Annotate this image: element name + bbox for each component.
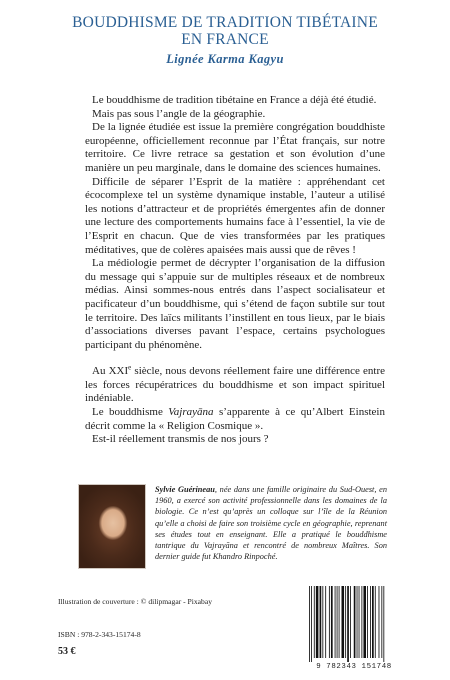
bio-text: Ce n’est qu’après un colloque sur l’île de la Réunion qu’elle a choisi de faire son troisième cycle en géographie, reprenant ses études tout en enseignant. bbox=[155, 507, 387, 539]
paragraph bbox=[85, 365, 385, 406]
emphasis-text: Vajrayāna bbox=[168, 406, 214, 419]
isbn: ISBN : 978-2-343-15174-8 bbox=[58, 630, 141, 639]
blurb-text bbox=[85, 94, 385, 447]
text-fragment: Le bouddhisme bbox=[92, 406, 169, 419]
illustration-credit: Illustration de couverture : © dilipmagar - Pixabay bbox=[58, 597, 213, 606]
superscript: e bbox=[128, 363, 132, 372]
title-line-1: BOUDDHISME DE TRADITION TIBÉTAINE bbox=[72, 14, 378, 31]
text-fragment: Au XXI bbox=[92, 365, 129, 378]
paragraph: Difficile de séparer l’Esprit de la matière : appréhendant cet écocomplexe tel un système dynamique instable, l’auteur a utilisé les notions d’attracteur et de propriétés émergentes afin de donner une lecture des comportements humains face à l’essentiel, la vie de l’Esprit en chacun. Que de vies transformées par les pratiques méditatives, que de colères apaisées mais aussi que de rêves ! bbox=[85, 175, 385, 256]
bio-text: Elle a pratiqué le bouddhisme tantrique du Vajrayāna et rencontré de nombreux Maîtres. Son dernier guide fut Khandro Rinpoché. bbox=[155, 529, 387, 562]
paragraph bbox=[85, 406, 385, 433]
barcode-icon bbox=[307, 586, 401, 664]
text-fragment: siècle, nous devons réellement faire une différence entre les forces récupératrices du bouddhisme et son impact spirituel indéniable. bbox=[85, 365, 386, 405]
paragraph: La médiologie permet de décrypter l’organisation de la diffusion du message qui s’appuie sur de multiples réseaux et de nombreux médias. Ainsi sommes-nous entrés dans l’aspect socialisateur et pacificateur d’un bouddhisme, qui s’étend de façon subtile sur tout le territoire. Des laïcs militants l’instillent en tous lieux, par le biais d’associations diverses pavant l’espace, certains psychologues participant du phénomène. bbox=[85, 257, 385, 351]
bio-text: , née dans une famille originaire du Sud-Ouest, en 1960, a exercé son activité professionnelle dans les domaines de la biologie. bbox=[155, 485, 387, 517]
author-name: Sylvie Guérineau bbox=[155, 485, 215, 494]
book-subtitle: Lignée Karma Kagyu bbox=[166, 52, 284, 66]
text-fragment: s’apparente à ce qu’Albert Einstein décrit comme la « Religion Cosmique ». bbox=[85, 406, 385, 432]
paragraph: Le bouddhisme de tradition tibétaine en France a déjà été étudié. bbox=[92, 94, 377, 106]
paragraph: De la lignée étudiée est issue la première congrégation bouddhiste européenne, officiellement reconnue par l’État français, sur notre territoire. Ce livre retrace sa gestation et son évolution d’une manière un peu marginale, dans le domaine des sciences humaines. bbox=[85, 121, 385, 174]
barcode-number: 9 782343 151748 bbox=[316, 663, 392, 671]
book-title bbox=[0, 14, 450, 48]
title-line-2: EN FRANCE bbox=[181, 31, 269, 48]
author-bio bbox=[155, 484, 387, 562]
price: 53 € bbox=[58, 646, 76, 657]
author-photo bbox=[78, 484, 146, 569]
paragraph: Est-il réellement transmis de nos jours ? bbox=[92, 433, 269, 446]
paragraph: Mais pas sous l’angle de la géographie. bbox=[92, 107, 266, 120]
